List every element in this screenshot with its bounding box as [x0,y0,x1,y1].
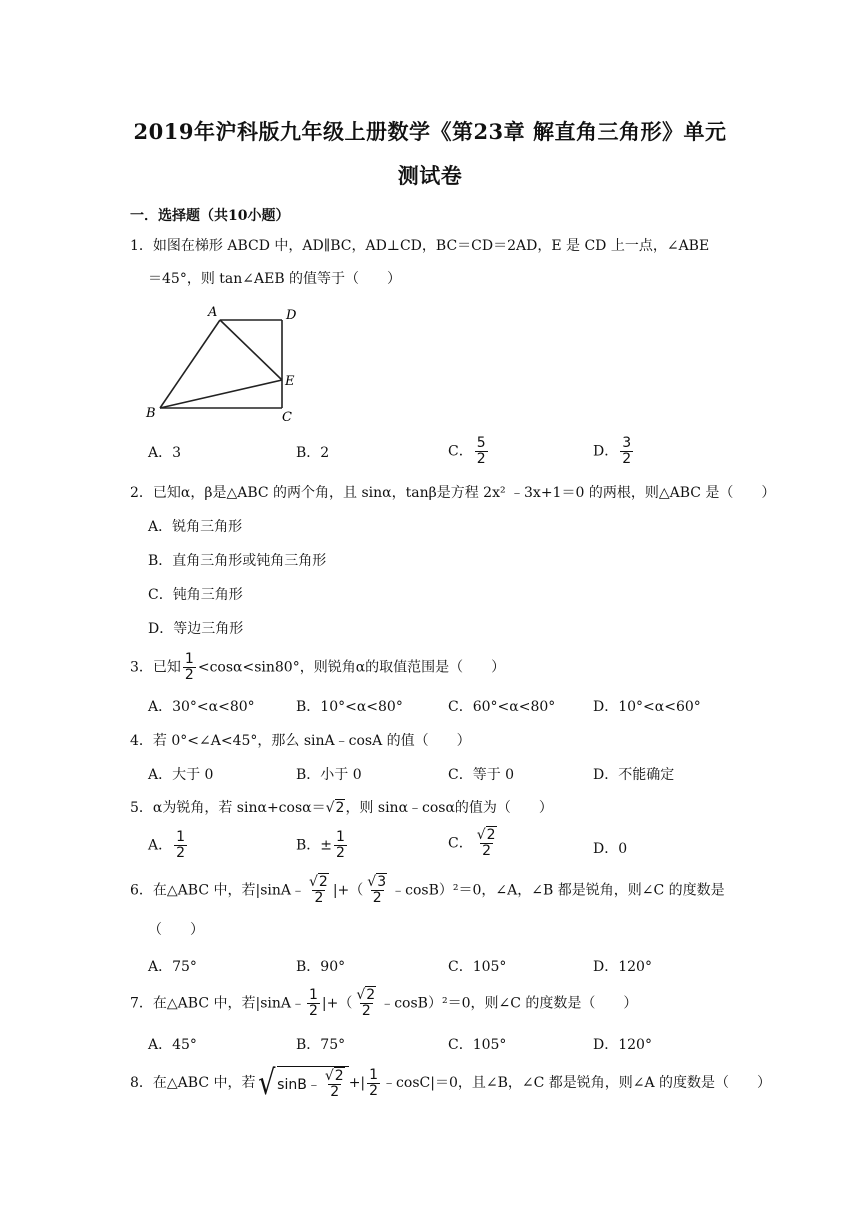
q5-text: 5．α为锐角，若 sinα+cosα＝√2，则 sinα﹣cosα的值为（ ） [130,800,553,816]
q2-option-a: A．锐角三角形 [148,519,243,535]
q1-option-c: C． $\frac{5}{2}$ [448,435,486,467]
q7-option-d: D．120° [593,1037,652,1053]
q7-option-c: C．105° [448,1037,507,1053]
q7-text: 7．在△ABC 中，若|sinA﹣ $\frac{1}{2}$ |+（ $\frac{√2}{2}$ ﹣cosB）²＝0，则∠C 的度数是（ ） [130,987,638,1019]
figure-label-c: C [282,410,292,425]
figure-edge-ae [220,320,282,380]
q5-option-a: A． $\frac{1}{2}$ [148,829,186,861]
q6-text-line2: （ ） [148,922,204,938]
q6-option-c: C．105° [448,959,507,975]
q5-option-c: C． $\frac{√2}{2}$ [448,827,496,859]
q3-text: 3．已知 $\frac{1}{2}$ <cosα<sin80°，则锐角α的取值范围是（ ） [130,651,506,683]
q5-option-b: B．± $\frac{1}{2}$ [296,829,345,861]
q4-option-c: C．等于 0 [448,767,515,783]
q4-option-b: B．小于 0 [296,767,362,783]
document-title-line1: 2019年沪科版九年级上册数学《第23章 解直角三角形》单元 [133,119,727,144]
q2-text: 2．已知α，β是△ABC 的两个角，且 sinα，tanβ是方程 2x² ﹣3x+1＝0 的两根，则△ABC 是（ ） [130,485,776,501]
figure-label-d: D [286,308,297,323]
q3-option-a: A．30°<α<80° [148,699,255,715]
q6-option-a: A．75° [148,959,197,975]
sqrt-symbol: √2 [325,800,345,816]
q4-option-a: A．大于 0 [148,767,214,783]
q5-option-d: D．0 [593,841,628,857]
q1-option-b: B．2 [296,445,330,461]
q1-text-line1: 1．如图在梯形 ABCD 中，AD∥BC，AD⊥CD，BC＝CD＝2AD，E 是 CD 上一点，∠ABE [130,238,710,254]
section-heading: 一．选择题（共10小题） [130,208,290,224]
q4-text: 4．若 0°<∠A<45°，那么 sinA﹣cosA 的值（ ） [130,733,471,749]
q7-option-a: A．45° [148,1037,197,1053]
q7-option-b: B．75° [296,1037,346,1053]
document-title-line2: 测试卷 [397,163,463,188]
figure-edge-ab [160,320,220,408]
q6-option-d: D．120° [593,959,652,975]
figure-label-e: E [285,374,295,389]
q2-option-b: B．直角三角形或钝角三角形 [148,553,327,569]
figure-edge-be [160,380,282,408]
q2-option-c: C．钝角三角形 [148,587,243,603]
q1-trapezoid-figure [140,300,310,425]
q1-option-d: D． $\frac{3}{2}$ [593,435,632,467]
q3-option-d: D．10°<α<60° [593,699,701,715]
q8-text: 8．在△ABC 中，若 √ sinB﹣ $\frac{√2}{2}$ +| $\frac{1}{2}$ ﹣cosC|＝0，且∠B，∠C 都是锐角，则∠A 的度数是（ ） [130,1063,772,1103]
q6-option-b: B．90° [296,959,346,975]
figure-label-a: A [208,305,218,320]
q4-option-d: D．不能确定 [593,767,675,783]
q2-option-d: D．等边三角形 [148,621,244,637]
q6-text-line1: 6．在△ABC 中，若|sinA﹣ $\frac{√2}{2}$ |+（ $\frac{√3}{2}$ ﹣cosB）²＝0，∠A，∠B 都是锐角，则∠C 的度数是 [130,874,725,906]
q3-option-c: C．60°<α<80° [448,699,556,715]
big-sqrt-symbol: √ sinB﹣ $\frac{√2}{2}$ [256,1066,349,1100]
q3-option-b: B．10°<α<80° [296,699,403,715]
q1-option-a: A．3 [148,445,182,461]
q1-text-line2: ＝45°，则 tan∠AEB 的值等于（ ） [148,271,402,287]
figure-label-b: B [146,406,156,421]
